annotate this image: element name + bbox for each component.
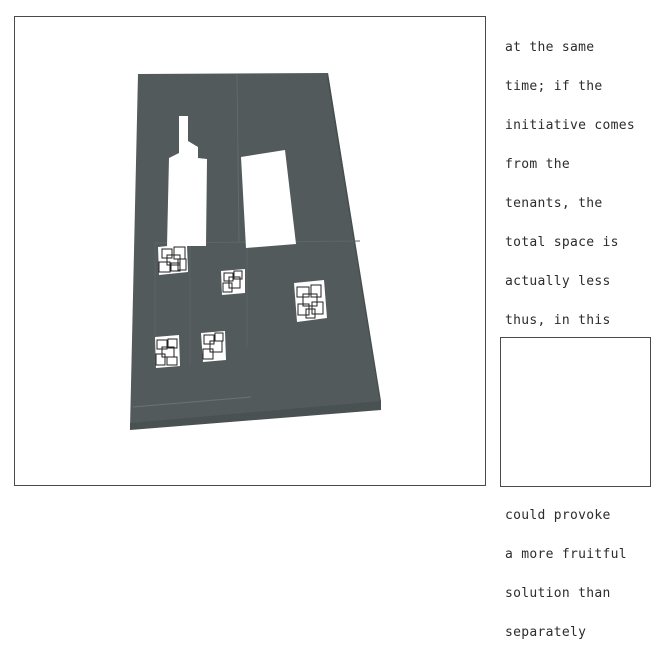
caption-line: at the same <box>505 39 595 55</box>
tenant-unit-cluster <box>201 331 226 362</box>
caption-line: total space is <box>505 234 619 250</box>
tenant-unit-cluster <box>155 335 180 368</box>
building-model-drawing <box>15 17 486 486</box>
caption-line: thus, in this <box>505 312 611 328</box>
caption-line: from the <box>505 156 571 172</box>
caption-line: tenants, the <box>505 195 603 211</box>
preview-panel[interactable] <box>500 337 651 487</box>
caption-line: time; if the <box>505 78 603 94</box>
tenant-unit-cluster <box>294 280 327 322</box>
caption-line: solution than <box>505 585 611 601</box>
caption-line: actually less <box>505 273 611 289</box>
tenant-unit-cluster <box>158 244 188 275</box>
caption-line: separately <box>505 624 587 640</box>
caption-line: initiative comes <box>505 117 636 133</box>
caption-line: could provoke <box>505 507 611 523</box>
model-viewport[interactable] <box>14 16 486 486</box>
tenant-unit-cluster <box>221 269 245 295</box>
caption-line: a more fruitful <box>505 546 627 562</box>
